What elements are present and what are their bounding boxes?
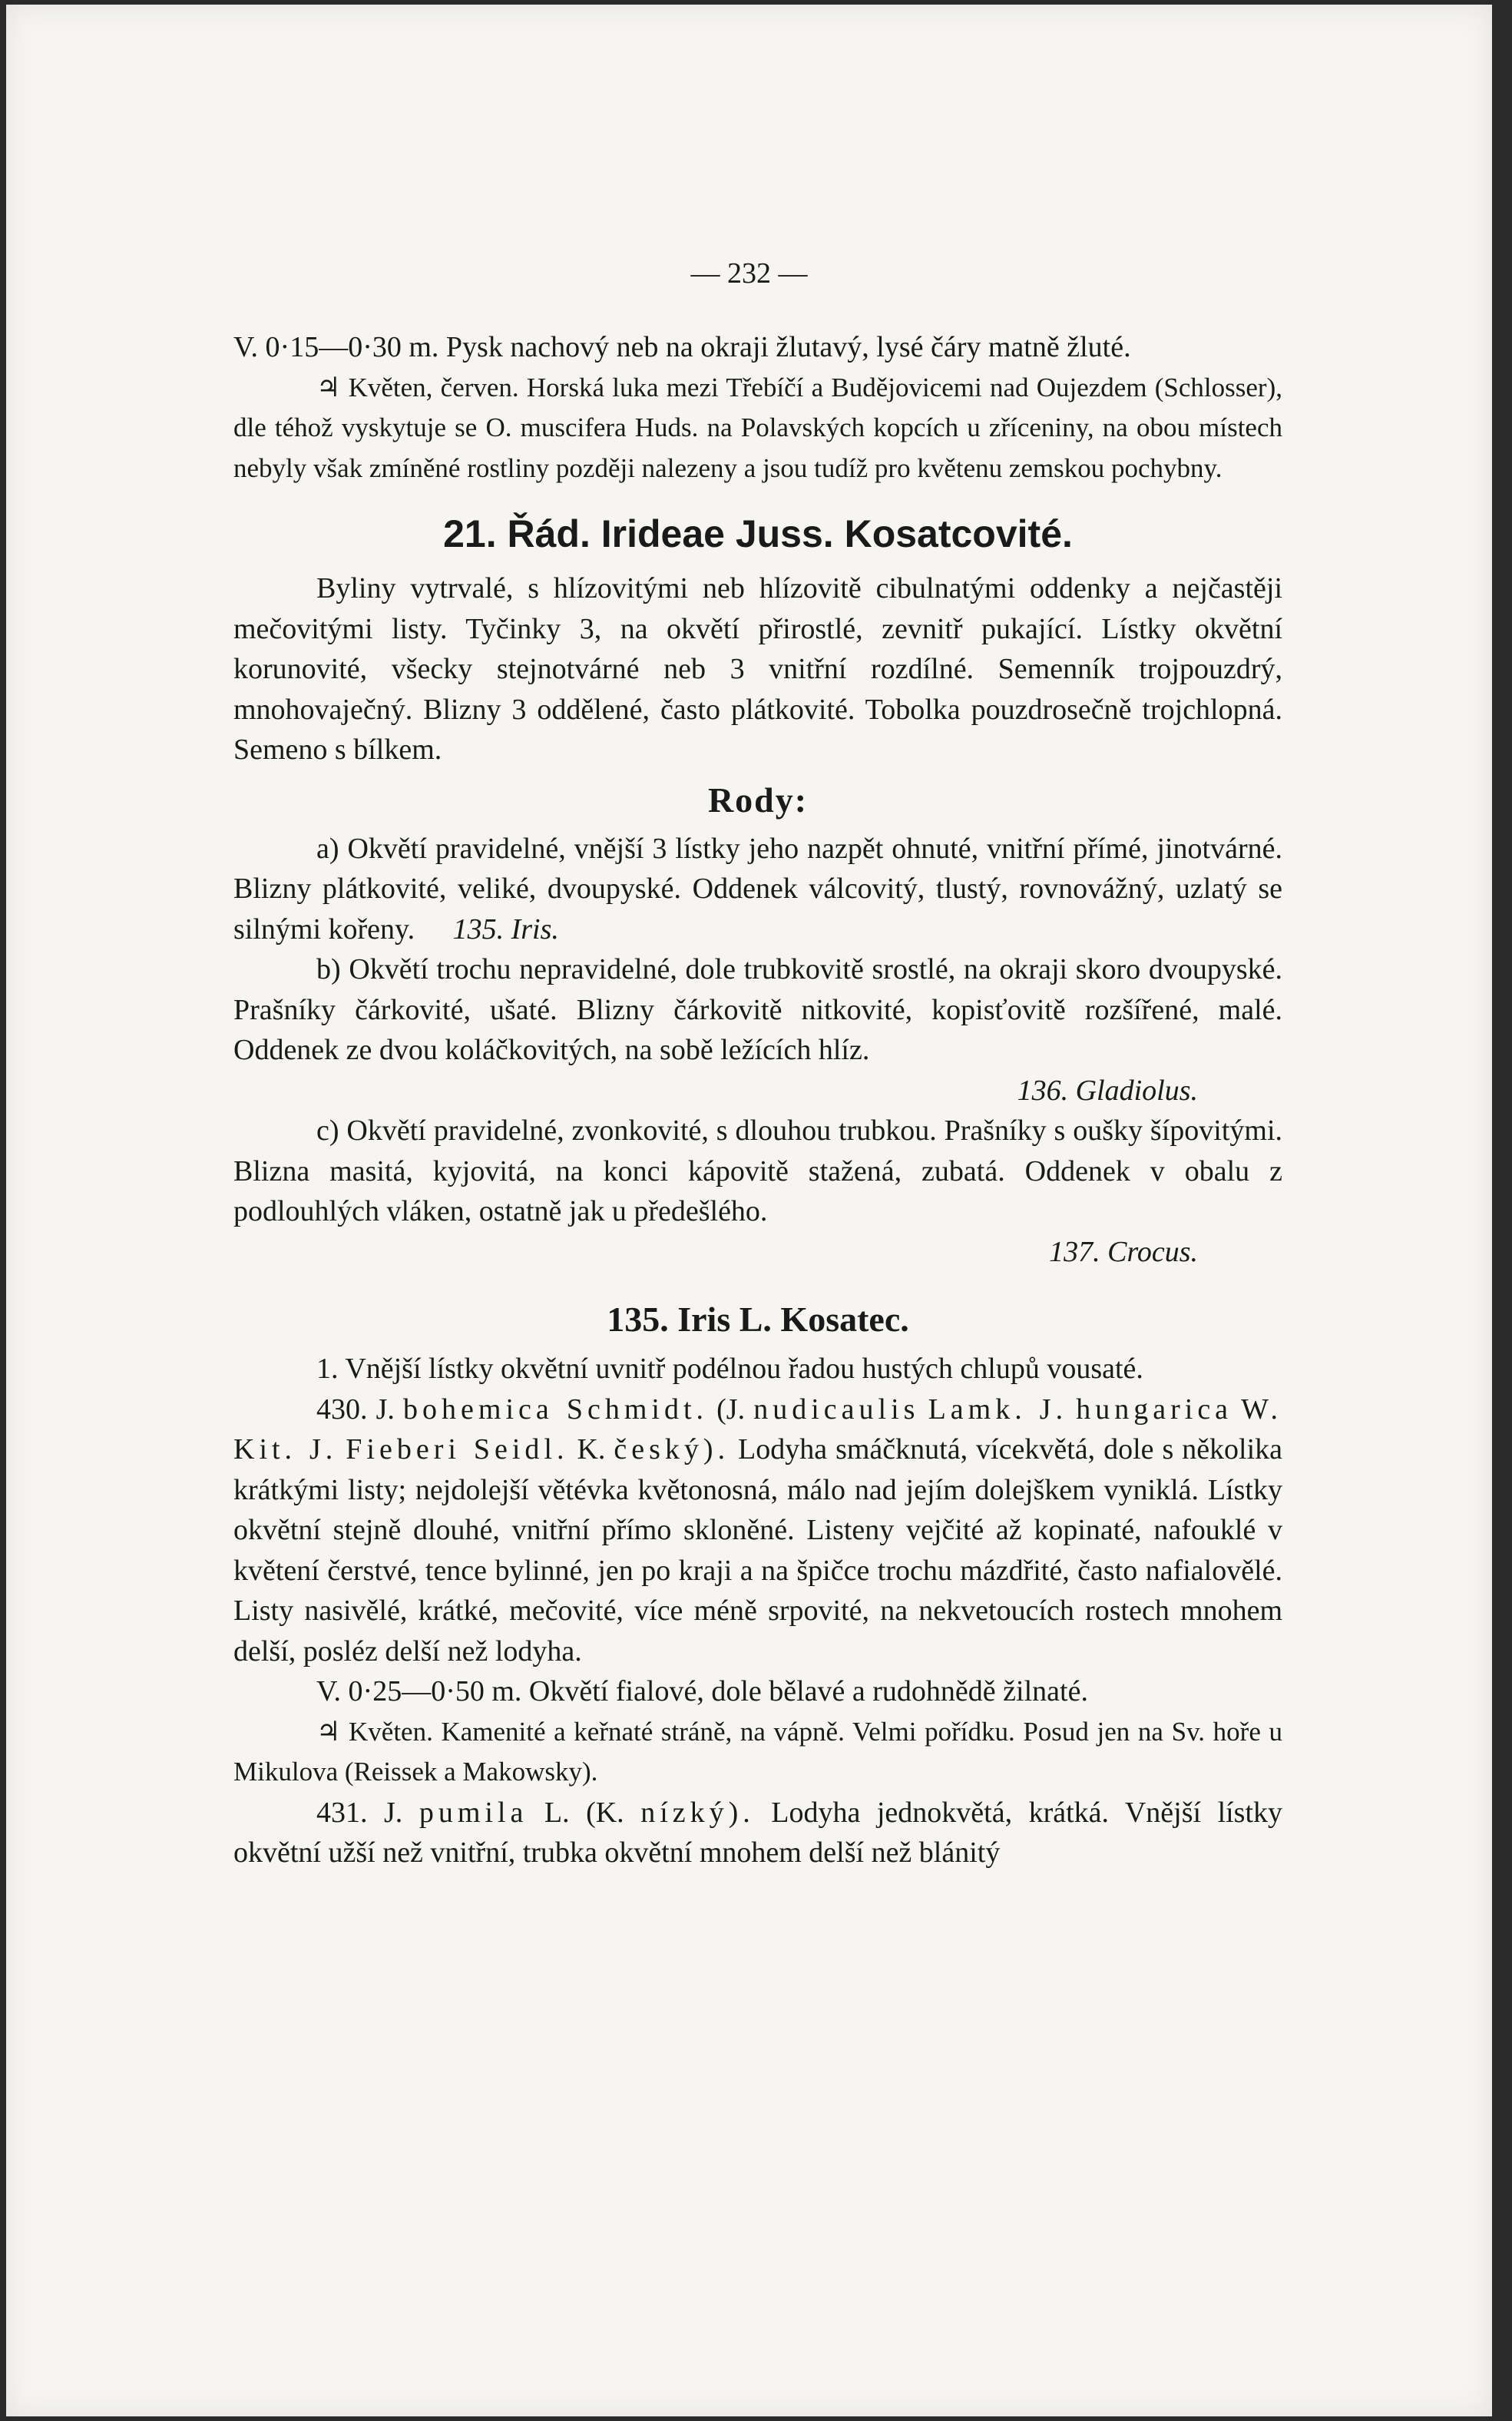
species-430-number: 430. J. bbox=[316, 1393, 395, 1426]
species-430-cz-prefix: K. bbox=[577, 1433, 606, 1466]
key-b-ref: 136. Gladiolus. bbox=[1017, 1074, 1198, 1107]
species-430-size: V. 0·25—0·50 m. Okvětí fialové, dole bělavé a rudohnědě žilnaté. bbox=[316, 1675, 1088, 1707]
page-number: — 232 — bbox=[690, 257, 808, 290]
key-a-text: a) Okvětí pravidelné, vnější 3 lístky jeho nazpět ohnuté, vnitřní přímé, jinotvárné. Blizny plátkovité, veliké, dvoupyské. Oddenek válcovitý, tlustý, rovnovážný, uzlatý se silnými kořeny. bbox=[233, 832, 1282, 946]
species-430 bbox=[233, 1389, 1282, 1672]
species-430-syn1: nudicaulis bbox=[753, 1393, 920, 1426]
intro-line-2: ♃ Květen, červen. Horská luka mezi Třebíčí a Budějovicemi nad Oujezdem (Schlosser), dle téhož vyskytuje se O. muscifera Huds. na Polavských kopcích u zříceniny, na obou místech nebyly však zmíněné rostliny později nalezeny a jsou tudíž pro květenu zemskou pochybny. bbox=[233, 372, 1282, 483]
species-431-name: pumila bbox=[419, 1796, 528, 1829]
species-431-author: L. (K. bbox=[544, 1796, 624, 1829]
species-431-description: Lodyha jednokvětá, krátká. Vnější lístky okvětní užší než vnitřní, trubka okvětní mnohem delší než blánitý bbox=[233, 1796, 1283, 1869]
key-c-text: c) Okvětí pravidelné, zvonkovité, s dlouhou trubkou. Prašníky s oušky šípovitými. Blizna masitá, kyjovitá, na konci kápovitě stažená, zubatá. Oddenek v obalu z podlouhlých vláken, ostatně jak u předešlého. bbox=[233, 1114, 1282, 1227]
species-431 bbox=[233, 1793, 1282, 1873]
key-b-text: b) Okvětí trochu nepravidelné, dole trubkovitě srostlé, na okraji skoro dvoupyské. Prašníky čárkovité, ušaté. Blizny čárkovitě nitkovité, kopisťovitě rozšířené, malé. Oddenek ze dvou koláčkovitých, na sobě ležících hlíz. bbox=[233, 953, 1282, 1066]
species-431-number: 431. J. bbox=[316, 1796, 403, 1829]
species-430-syn2: hungarica bbox=[1076, 1393, 1233, 1426]
species-430-syn-open: (J. bbox=[716, 1393, 746, 1426]
key-c-ref: 137. Crocus. bbox=[1049, 1235, 1198, 1268]
species-430-habitat: ♃ Květen. Kamenité a keřnaté stráně, na vápně. Velmi pořídku. Posud jen na Sv. hoře u Mikulova (Reissek a Makowsky). bbox=[233, 1716, 1282, 1787]
key-b bbox=[233, 949, 1282, 1111]
species-430-syn2-author: W. Kit. J. bbox=[233, 1393, 1283, 1466]
order-description: Byliny vytrvalé, s hlízovitými neb hlízovitě cibulnatými oddenky a nejčastěji mečovitými listy. Tyčinky 3, na okvětí přirostlé, zevnitř pukající. Lístky okvětní korunovité, všecky stejnotvárné neb 3 vnitřní rozdílné. Semenník trojpouzdrý, mnohovaječný. Blizny 3 oddělené, často plátkovité. Tobolka pouzdrosečně trojchlopná. Semeno s bílkem. bbox=[233, 572, 1282, 766]
genera-heading: Rody: bbox=[707, 780, 809, 820]
group-1: 1. Vnější lístky okvětní uvnitř podélnou řadou hustých chlupů vousaté. bbox=[316, 1353, 1143, 1385]
key-a-ref: 135. Iris. bbox=[452, 912, 559, 946]
order-heading: 21. Řád. Irideae Juss. Kosatcovité. bbox=[443, 512, 1073, 555]
species-430-description: Lodyha smáčknutá, vícekvětá, dole s několika krátkými listy; nejdolejší větévka květonosná, málo nad jejím dolejškem vyniklá. Lístky okvětní stejně dlouhé, vnitřní přímo skloněné. Listeny vejčité až kopinaté, nafouklé v květení čerstvé, tence bylinné, jen po kraji a na špičce trochu mázdřité, často nafialovělé. Listy nasivělé, krátké, mečovité, více méně srpovité, na nekvetoucích rostech mnohem delší, posléz delší než lodyha. bbox=[233, 1433, 1283, 1668]
species-431-czech-name: nízký). bbox=[640, 1796, 755, 1829]
key-c bbox=[233, 1111, 1282, 1272]
species-430-syn1-author: Lamk. J. bbox=[928, 1393, 1068, 1426]
species-430-czech-name: český). bbox=[614, 1433, 730, 1466]
key-a bbox=[233, 829, 1282, 950]
species-430-name: bohemica Schmidt. bbox=[403, 1393, 709, 1426]
species-430-syn3: Fieberi Seidl. bbox=[346, 1433, 569, 1466]
intro-line-1: V. 0·15—0·30 m. Pysk nachový neb na okraji žlutavý, lysé čáry matně žluté. bbox=[233, 331, 1131, 363]
genus-heading: 135. Iris L. Kosatec. bbox=[607, 1300, 909, 1339]
page-body bbox=[233, 327, 1282, 1873]
page-sheet bbox=[6, 5, 1492, 2416]
